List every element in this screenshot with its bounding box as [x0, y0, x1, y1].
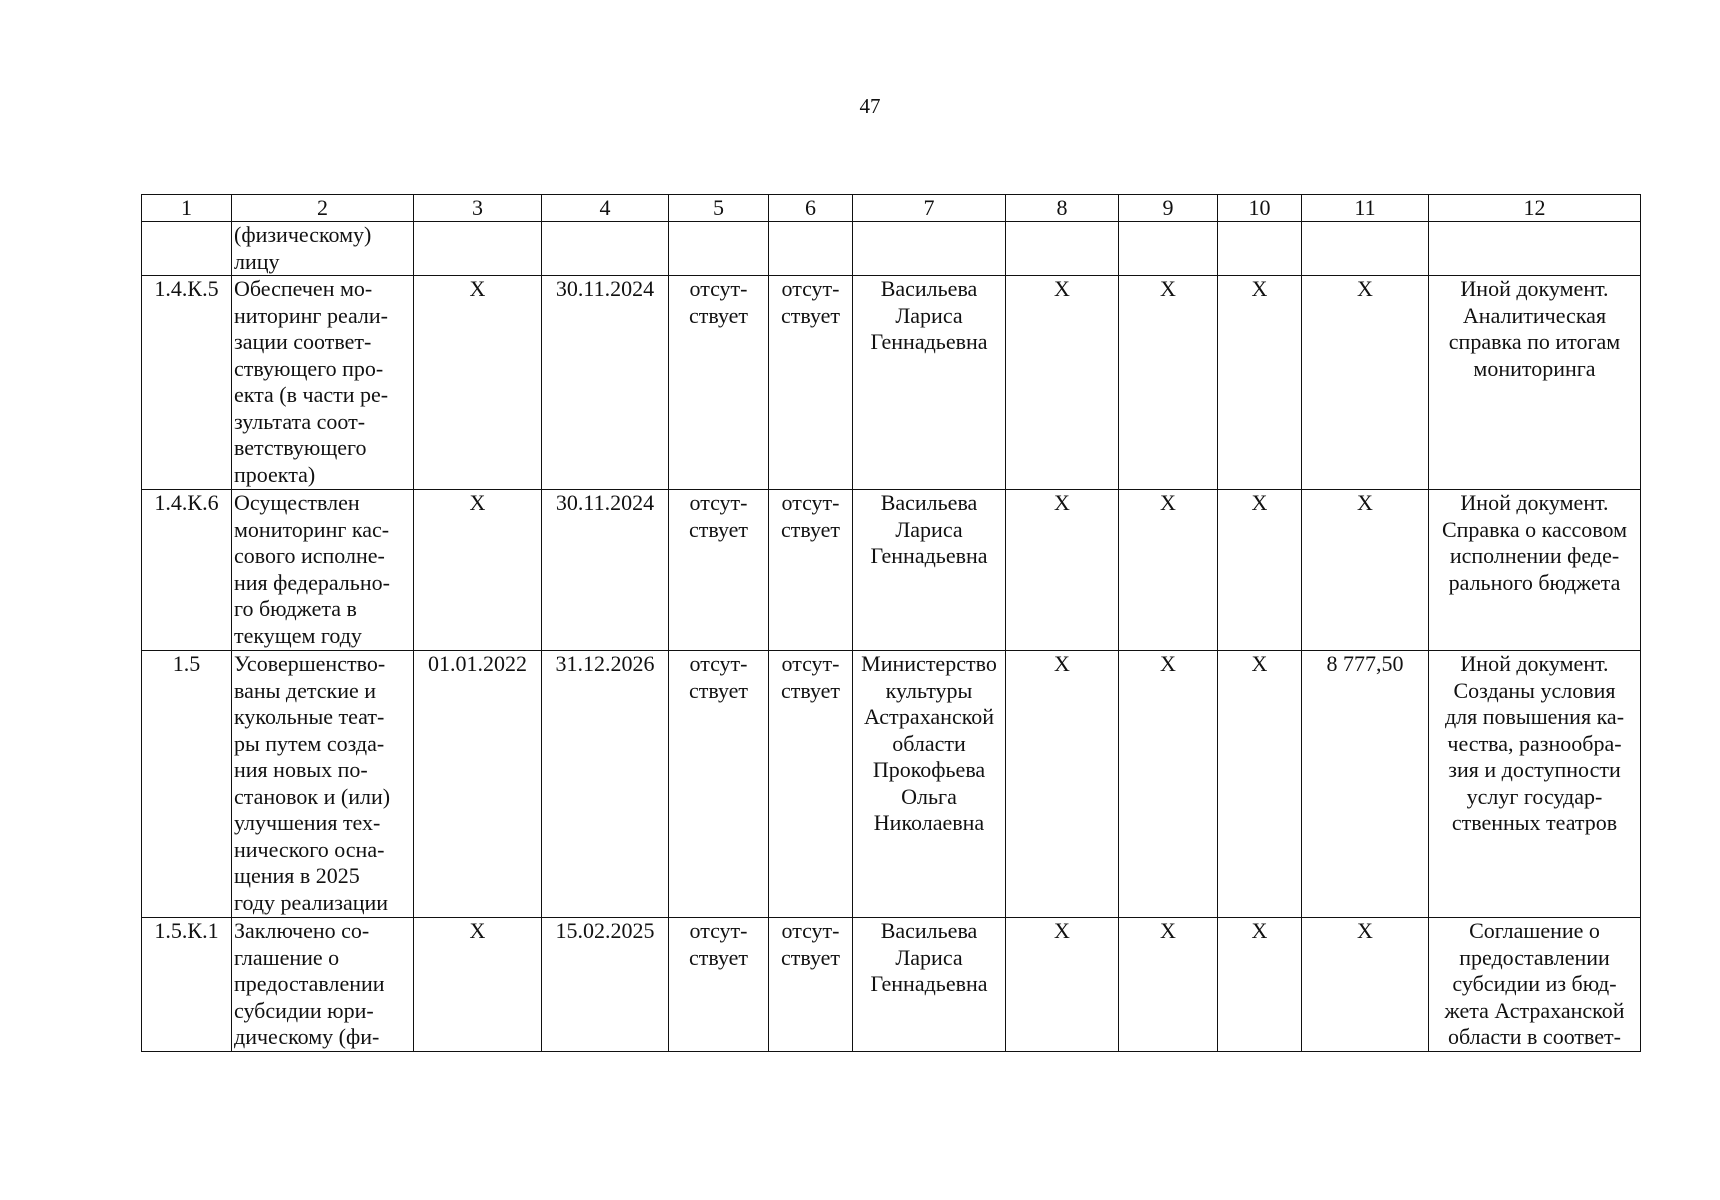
cell-line: ствует [780, 677, 841, 703]
cell-line: услуг государ- [1466, 783, 1603, 809]
cell-line: ствует [688, 944, 749, 970]
cell-line: ния новых по- [234, 757, 368, 782]
table-row [142, 651, 1641, 918]
cell-line: ветствующего [234, 435, 367, 460]
cell-line: Обеспечен мо- [234, 276, 373, 301]
cell-line: кукольные теат- [234, 704, 385, 729]
table-cell-7 [853, 651, 1006, 918]
table-cell-10: X [1218, 276, 1302, 490]
header-cell-7: 7 [853, 195, 1006, 222]
cell-line: Министерство [861, 651, 997, 676]
table-cell-2 [232, 918, 414, 1052]
header-cell-4: 4 [542, 195, 669, 222]
header-cell-3: 3 [414, 195, 542, 222]
table-cell-9 [1119, 222, 1218, 276]
table-cell-11: 8 777,50 [1302, 651, 1429, 918]
table-cell-4: 30.11.2024 [542, 276, 669, 490]
table-cell-4: 31.12.2026 [542, 651, 669, 918]
cell-line: отсут- [689, 490, 748, 515]
table-row [142, 276, 1641, 490]
table-row [142, 222, 1641, 276]
table-header-row [142, 195, 1641, 222]
table-cell-5 [669, 222, 769, 276]
header-cell-9: 9 [1119, 195, 1218, 222]
header-cell-12: 12 [1429, 195, 1641, 222]
table-cell-5 [669, 276, 769, 490]
cell-line: щения в 2025 [234, 863, 360, 888]
table-cell-4 [542, 222, 669, 276]
cell-line: жета Астраханской [1444, 997, 1625, 1023]
table-row [142, 490, 1641, 651]
table-cell-9: X [1119, 918, 1218, 1052]
cell-line: Справка о кассовом [1441, 516, 1628, 542]
table-cell-6 [769, 918, 853, 1052]
cell-line: глашение о [234, 944, 340, 970]
table-cell-2 [232, 490, 414, 651]
cell-line: лицу [234, 248, 280, 274]
header-cell-1: 1 [142, 195, 232, 222]
table-cell-2 [232, 276, 414, 490]
cell-line: области в соответ- [1448, 1024, 1621, 1049]
cell-line: екта (в части ре- [234, 382, 389, 407]
table-cell-8: X [1006, 276, 1119, 490]
table-cell-7 [853, 222, 1006, 276]
header-cell-8: 8 [1006, 195, 1119, 222]
table-cell-6 [769, 490, 853, 651]
table-cell-9: X [1119, 490, 1218, 651]
cell-line: мониторинга [1473, 355, 1596, 381]
table-cell-6 [769, 222, 853, 276]
cell-line: Созданы условия [1453, 677, 1616, 703]
header-cell-6: 6 [769, 195, 853, 222]
table-cell-12 [1429, 276, 1641, 490]
cell-line: Астраханской [863, 704, 995, 729]
cell-line: становок и (или) [234, 783, 391, 809]
cell-line: Васильева [880, 490, 978, 515]
cell-line: отсут- [689, 276, 748, 301]
cell-line: Соглашение о [1469, 918, 1600, 943]
cell-line: ниторинг реали- [234, 302, 389, 328]
cell-line: отсут- [781, 918, 840, 943]
cell-line: ствует [688, 677, 749, 703]
cell-line: субсидии из бюд- [1452, 971, 1617, 996]
cell-line: Геннадьевна [870, 971, 988, 996]
header-cell-10: 10 [1218, 195, 1302, 222]
cell-line: чества, разнообра- [1447, 730, 1622, 756]
cell-line: Аналитическая [1462, 302, 1607, 328]
table-cell-3: 01.01.2022 [414, 651, 542, 918]
table-cell-8: X [1006, 651, 1119, 918]
table-cell-1: 1.4.К.5 [142, 276, 232, 490]
cell-line: отсут- [689, 651, 748, 676]
table-cell-4: 15.02.2025 [542, 918, 669, 1052]
cell-line: Васильева [880, 276, 978, 301]
header-cell-5: 5 [669, 195, 769, 222]
cell-line: ствующего про- [234, 355, 384, 381]
table-cell-11 [1302, 222, 1429, 276]
table-cell-6 [769, 276, 853, 490]
table-cell-9: X [1119, 276, 1218, 490]
table-cell-2 [232, 222, 414, 276]
table-cell-10: X [1218, 918, 1302, 1052]
table-cell-3 [414, 222, 542, 276]
table-cell-1: 1.4.К.6 [142, 490, 232, 651]
cell-line: рального бюджета [1448, 569, 1621, 595]
table-cell-12 [1429, 651, 1641, 918]
table-cell-2 [232, 651, 414, 918]
cell-line: Иной документ. [1460, 651, 1609, 676]
plan-table [141, 194, 1641, 1052]
header-cell-2: 2 [232, 195, 414, 222]
cell-line: Лариса [895, 516, 963, 542]
cell-line: (физическому) [234, 222, 372, 247]
header-cell-11: 11 [1302, 195, 1429, 222]
cell-line: области [892, 730, 966, 756]
table-cell-12 [1429, 490, 1641, 651]
table-cell-8: X [1006, 918, 1119, 1052]
cell-line: Николаевна [873, 810, 985, 835]
cell-line: ния федерально- [234, 569, 390, 595]
page-number: 47 [859, 94, 881, 118]
cell-line: улучшения тех- [234, 810, 381, 835]
table-cell-6 [769, 651, 853, 918]
table-cell-12 [1429, 222, 1641, 276]
table-cell-10: X [1218, 651, 1302, 918]
cell-line: отсут- [781, 276, 840, 301]
table-cell-12 [1429, 918, 1641, 1052]
cell-line: ствует [780, 516, 841, 542]
cell-line: Усовершенство- [234, 651, 386, 676]
cell-line: отсут- [689, 918, 748, 943]
table-cell-1: 1.5 [142, 651, 232, 918]
cell-line: го бюджета в [234, 596, 357, 621]
table-cell-3: X [414, 276, 542, 490]
cell-line: Ольга [901, 783, 957, 809]
cell-line: отсут- [781, 651, 840, 676]
cell-line: зия и доступности [1448, 757, 1621, 782]
table-cell-5 [669, 490, 769, 651]
table-cell-5 [669, 918, 769, 1052]
cell-line: зультата соот- [234, 408, 366, 434]
cell-line: ры путем созда- [234, 730, 385, 756]
cell-line: Геннадьевна [870, 329, 988, 354]
table-body [142, 195, 1641, 1052]
table-cell-8 [1006, 222, 1119, 276]
cell-line: отсут- [781, 490, 840, 515]
table-cell-3: X [414, 918, 542, 1052]
cell-line: Геннадьевна [870, 543, 988, 568]
cell-line: ствует [780, 944, 841, 970]
cell-line: Васильева [880, 918, 978, 943]
table-cell-11: X [1302, 918, 1429, 1052]
cell-line: Лариса [895, 302, 963, 328]
table-cell-9: X [1119, 651, 1218, 918]
cell-line: зации соответ- [234, 329, 372, 354]
table-cell-10 [1218, 222, 1302, 276]
table-cell-3: X [414, 490, 542, 651]
table-cell-11: X [1302, 276, 1429, 490]
cell-line: ствует [688, 302, 749, 328]
cell-line: культуры [885, 677, 973, 703]
cell-line: субсидии юри- [234, 997, 374, 1023]
table-cell-7 [853, 918, 1006, 1052]
table-cell-7 [853, 490, 1006, 651]
cell-line: Иной документ. [1460, 276, 1609, 301]
table-cell-7 [853, 276, 1006, 490]
cell-line: ствует [688, 516, 749, 542]
cell-line: для повышения ка- [1444, 704, 1625, 729]
cell-line: ственных театров [1451, 810, 1618, 835]
table-cell-8: X [1006, 490, 1119, 651]
cell-line: ствует [780, 302, 841, 328]
table-row [142, 918, 1641, 1052]
cell-line: нического осна- [234, 836, 385, 862]
cell-line: дическому (фи- [234, 1024, 380, 1049]
cell-line: исполнении феде- [1449, 543, 1620, 568]
cell-line: предоставлении [234, 971, 385, 996]
cell-line: Иной документ. [1460, 490, 1609, 515]
cell-line: Лариса [895, 944, 963, 970]
cell-line: Прокофьева [872, 757, 986, 782]
table-cell-11: X [1302, 490, 1429, 651]
cell-line: сового исполне- [234, 543, 385, 568]
cell-line: Заключено со- [234, 918, 370, 943]
cell-line: предоставлении [1459, 944, 1610, 970]
table-cell-5 [669, 651, 769, 918]
table-cell-4: 30.11.2024 [542, 490, 669, 651]
table-cell-1 [142, 222, 232, 276]
cell-line: Осуществлен [234, 490, 360, 515]
cell-line: проекта) [234, 461, 316, 487]
cell-line: ваны детские и [234, 677, 377, 703]
table-cell-1: 1.5.К.1 [142, 918, 232, 1052]
cell-line: текущем году [234, 622, 362, 648]
cell-line: году реализации [234, 889, 389, 915]
cell-line: справка по итогам [1448, 329, 1621, 354]
cell-line: мониторинг кас- [234, 516, 390, 542]
table-cell-10: X [1218, 490, 1302, 651]
